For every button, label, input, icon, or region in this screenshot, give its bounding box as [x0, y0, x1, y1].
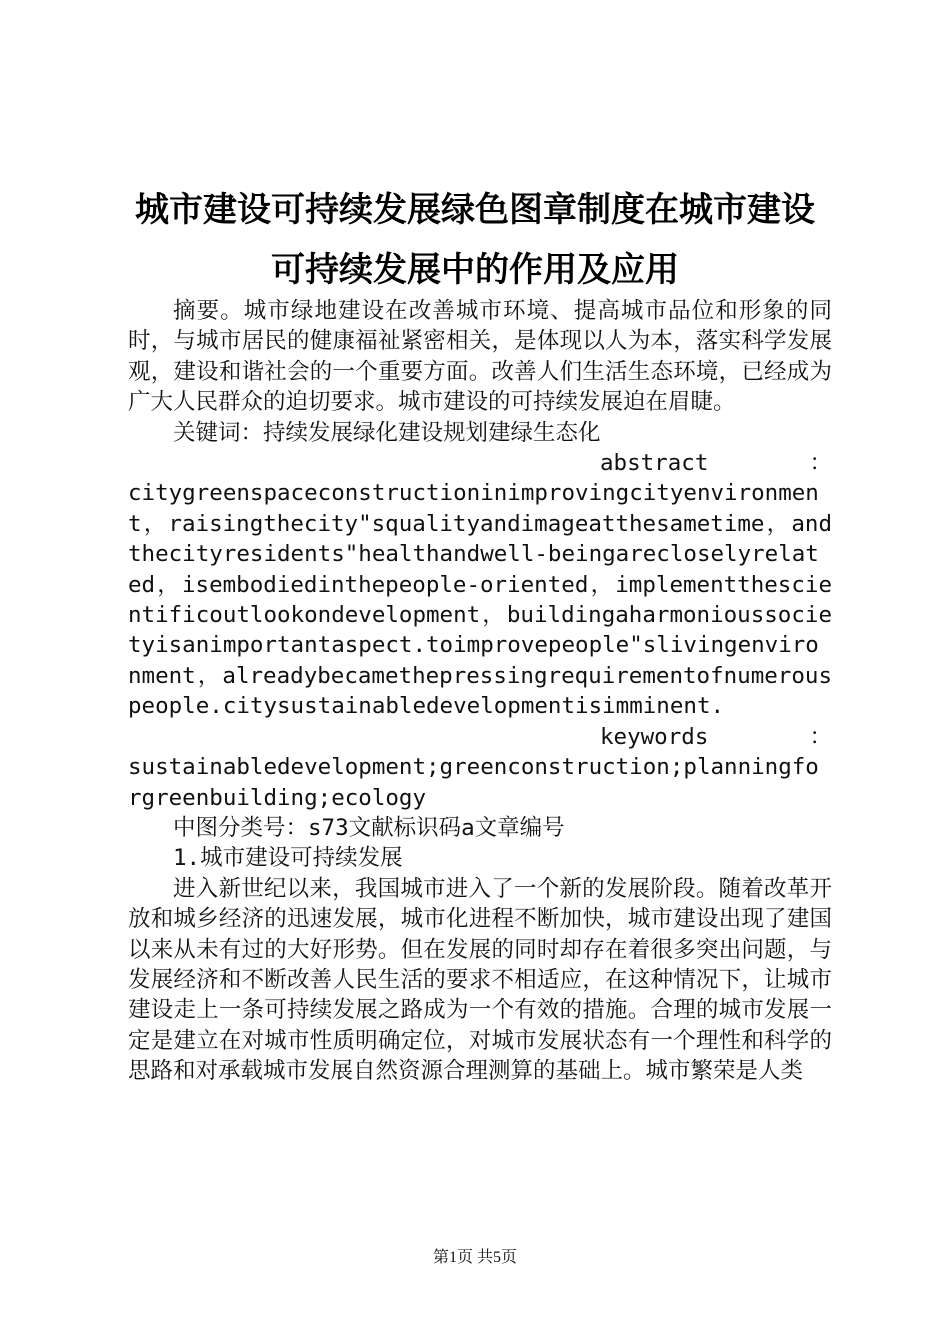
keywords-chinese: 关键词：持续发展绿化建设规划建绿生态化	[173, 419, 601, 446]
document-body	[128, 296, 832, 1087]
keywords-english-label: keywords	[600, 723, 709, 750]
document-title-line-2: 可持续发展中的作用及应用	[271, 250, 679, 290]
page-footer: 第1页 共5页	[432, 1249, 517, 1266]
section-1-heading: 1.城市建设可持续发展	[173, 845, 403, 872]
abstract-chinese: 摘要。城市绿地建设在改善城市环境、提高城市品位和形象的同时，与城市居民的健康福祉紧密相关，是体现以人为本，落实科学发展观，建设和谐社会的一个重要方面。改善人们生活生态环境，已经成为广大人民群众的迫切要求。城市建设的可持续发展迫在眉睫。	[128, 298, 832, 416]
keywords-english: sustainabledevelopment;greenconstruction;planningforgreenbuilding;ecology	[128, 754, 819, 811]
abstract-english-label-row	[128, 448, 832, 478]
document-title-line-1: 城市建设可持续发展绿色图章制度在城市建设	[135, 190, 815, 230]
keywords-english-colon: ：	[809, 723, 832, 750]
abstract-english-label: abstract	[600, 450, 709, 477]
abstract-english-colon: ：	[809, 450, 832, 477]
abstract-english: citygreenspaceconstructioninimprovingcityenvironment，raisingthecity"squalityandimageatthesametime，andthecityresidents"healthandwell-beingarecloselyrelated，isembodiedinthepeople-oriented，implementthescientificoutlookondevelopment，buildingaharmonioussocietyisanimportantaspect.toimprovepeople"slivingenvironment，alreadybecamethepressingrequirementofnumerouspeople.citysustainabledevelopmentisimminent.	[128, 480, 832, 720]
classification-line: 中图分类号：s73文献标识码a文章编号	[173, 814, 565, 841]
keywords-english-label-row	[128, 722, 832, 752]
section-1-paragraph: 进入新世纪以来，我国城市进入了一个新的发展阶段。随着改革开放和城乡经济的迅速发展，城市化进程不断加快，城市建设出现了建国以来从未有过的大好形势。但在发展的同时却存在着很多突出问题，与发展经济和不断改善人民生活的要求不相适应，在这种情况下，让城市建设走上一条可持续发展之路成为一个有效的措施。合理的城市发展一定是建立在对城市性质明确定位，对城市发展状态有一个理性和科学的思路和对承载城市发展自然资源合理测算的基础上。城市繁荣是人类	[128, 875, 832, 1085]
